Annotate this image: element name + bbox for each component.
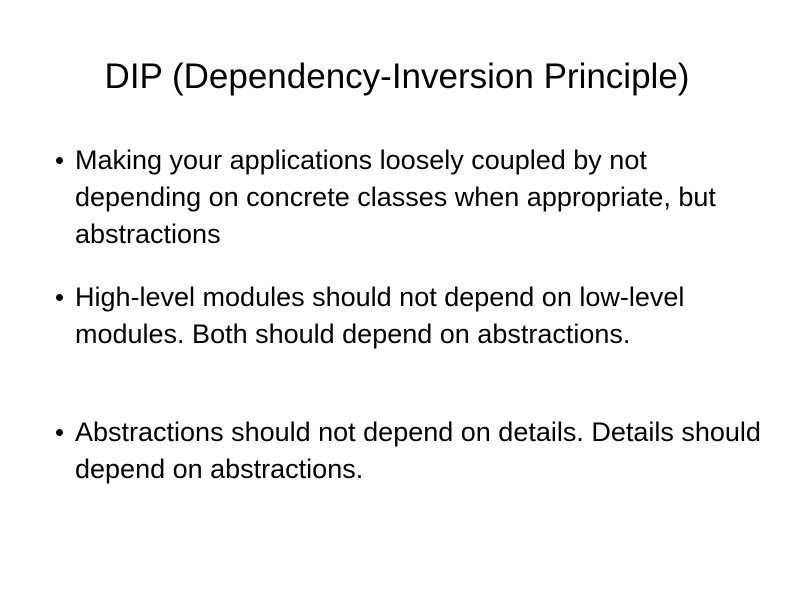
bullet-point-icon — [56, 429, 63, 436]
bullet-point-icon — [56, 157, 63, 164]
bullet-point-icon — [56, 294, 63, 301]
slide-title: DIP (Dependency-Inversion Principle) — [104, 57, 690, 96]
bullet-text: Making your applications loosely coupled by not depending on concrete classes when appropriate, but abstractions — [75, 145, 716, 249]
bullet-text: Abstractions should not depend on details. Details should depend on abstractions. — [75, 417, 761, 484]
bullet-text: High-level modules should not depend on low-level modules. Both should depend on abstractions. — [75, 282, 685, 349]
